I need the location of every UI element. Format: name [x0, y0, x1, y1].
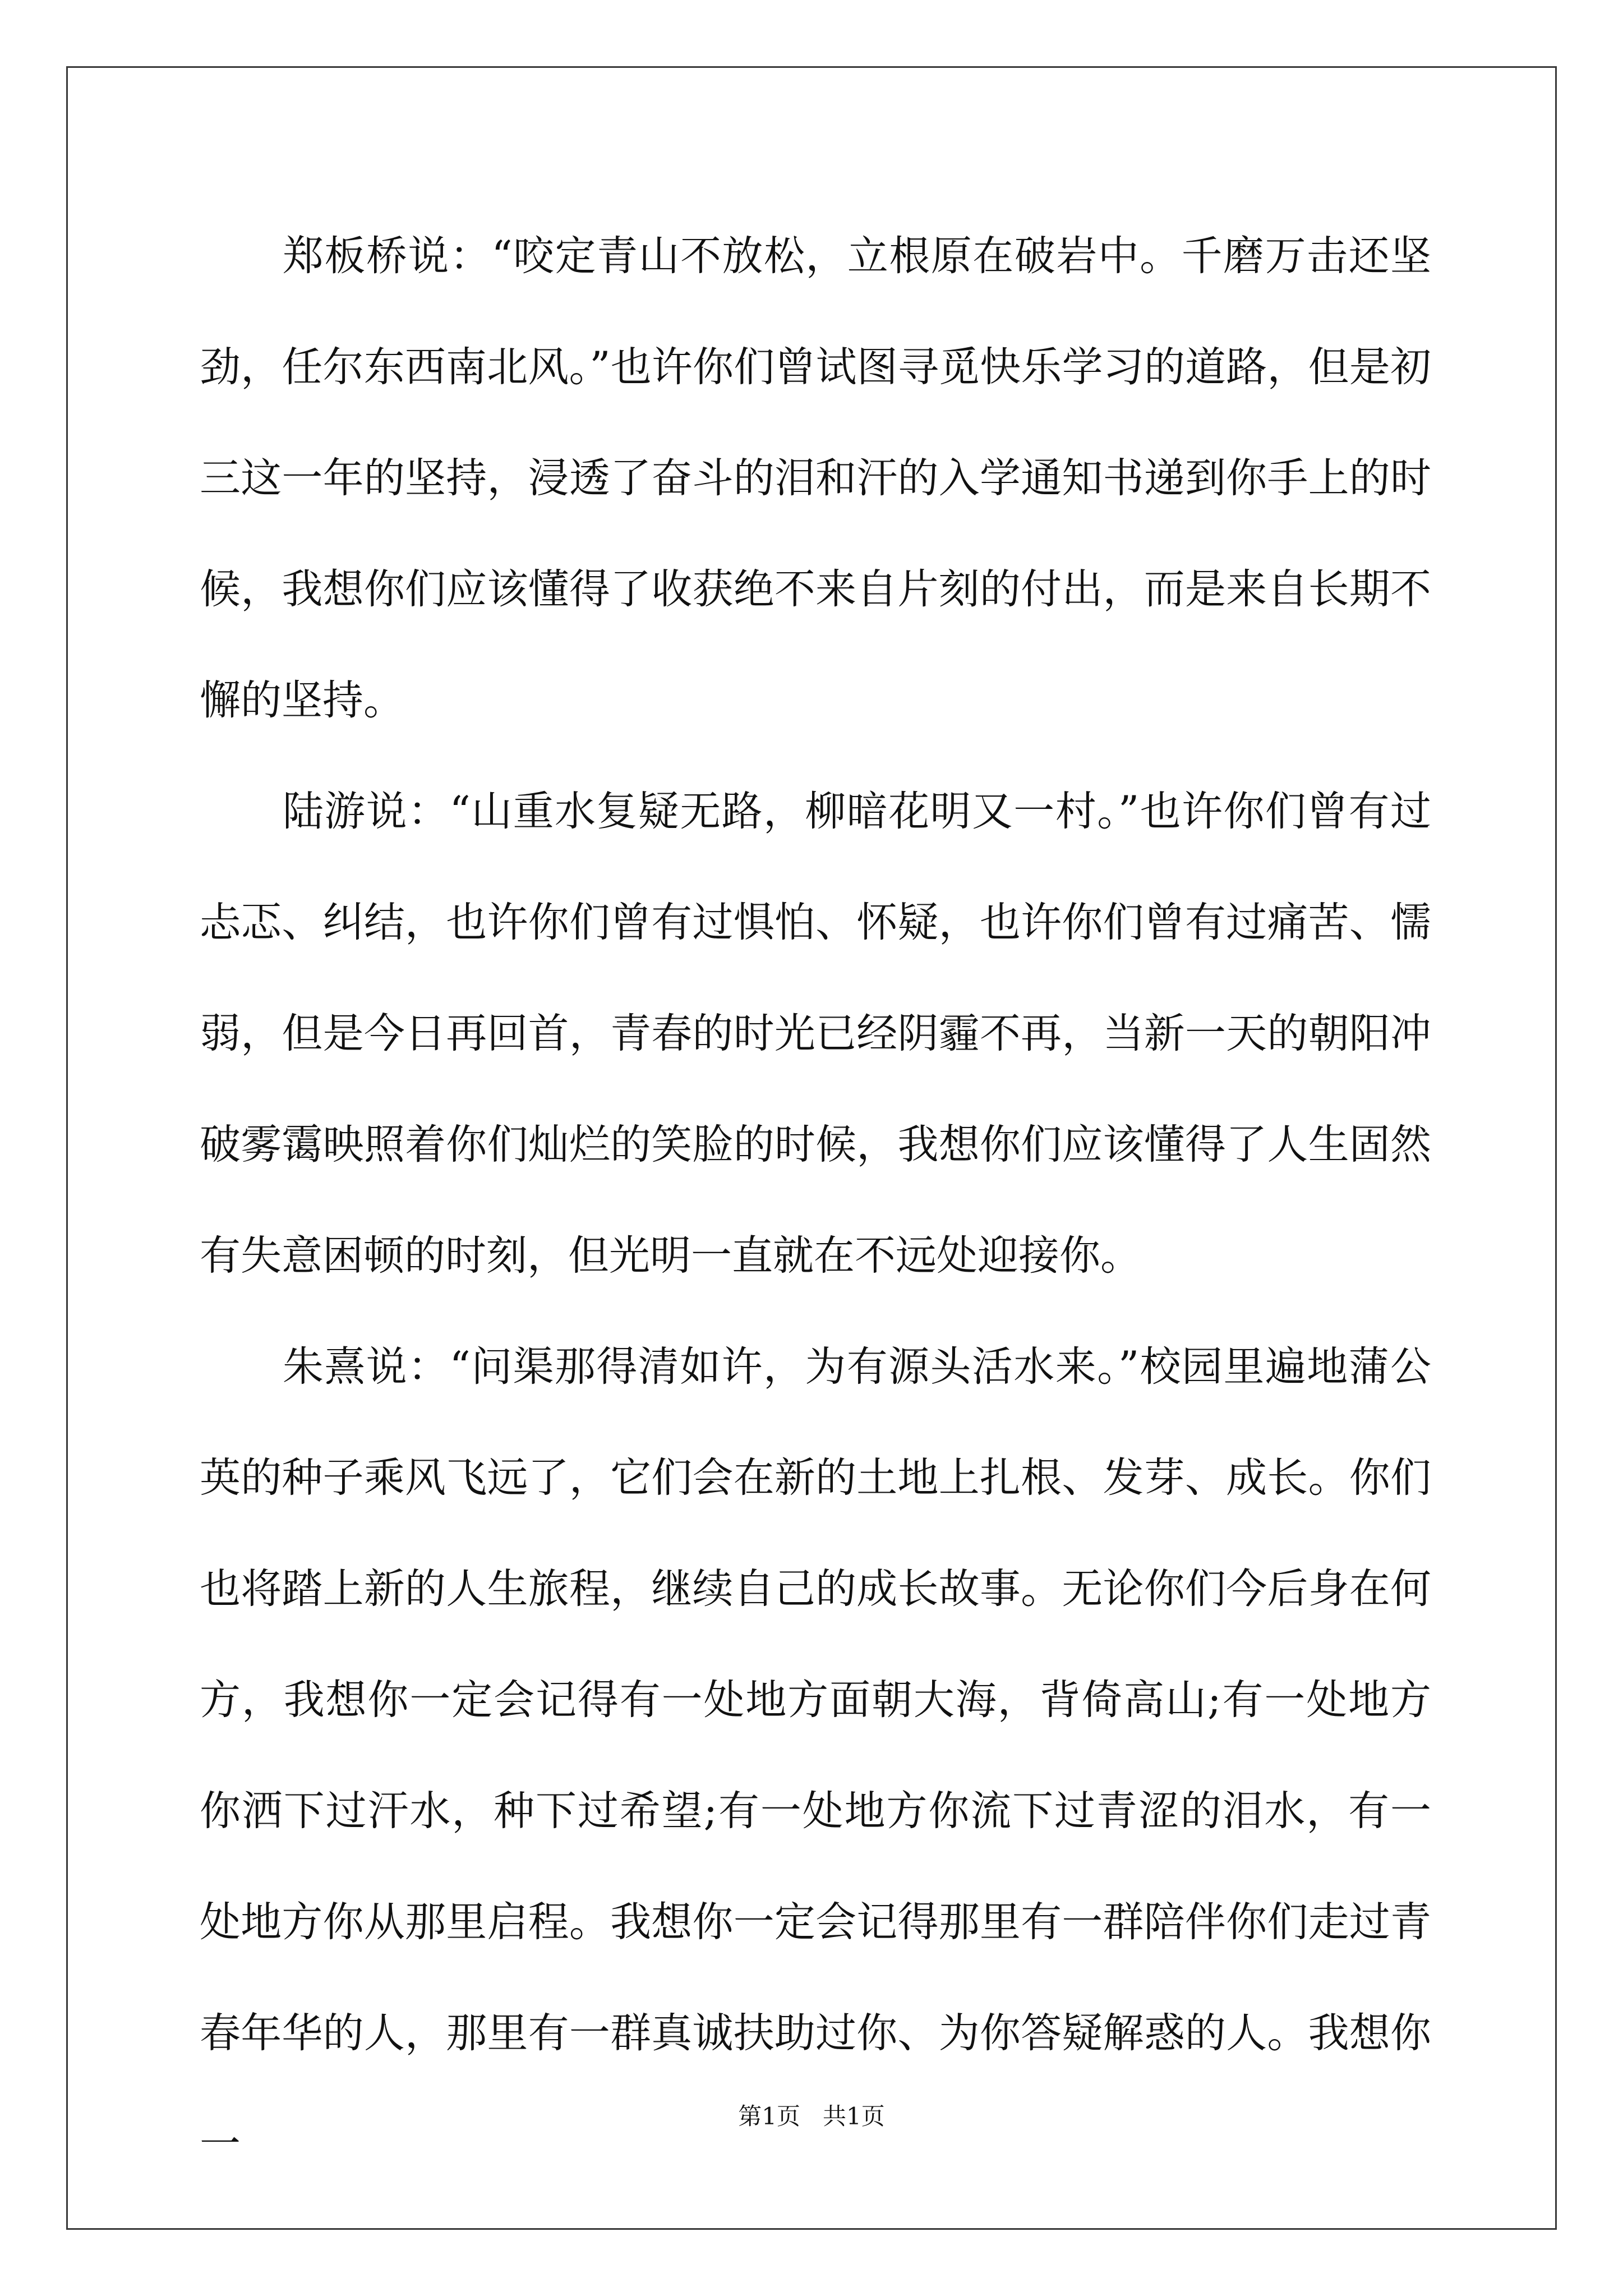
document-body: [200, 201, 1431, 2200]
paragraph-zhu-xi: 朱熹说：“问渠那得清如许，为有源头活水来。”校园里遍地蒲公英的种子乘风飞远了，它们会在新的土地上扎根、发芽、成长。你们也将踏上新的人生旅程，继续自己的成长故事。无论你们今后身在何方，我想你一定会记得有一处地方面朝大海，背倚高山;有一处地方你洒下过汗水，种下过希望;有一处地方你流下过青涩的泪水，有一处地方你从那里启程。我想你一定会记得那里有一群陪伴你们走过青春年华的人，那里有一群真诚扶助过你、为你答疑解惑的人。我想你一: [200, 1343, 1431, 2168]
paragraph-zheng-banqiao: 郑板桥说：“咬定青山不放松，立根原在破岩中。千磨万击还坚劲，任尔东西南北风。”也许你们曾试图寻觅快乐学习的道路，但是初三这一年的坚持，浸透了奋斗的泪和汗的入学通知书递到你手上的时候，我想你们应该懂得了收获绝不来自片刻的付出，而是来自长期不懈的坚持。: [200, 232, 1431, 724]
paragraph-lu-you: 陆游说：“山重水复疑无路，柳暗花明又一村。”也许你们曾有过忐忑、纠结，也许你们曾有过惧怕、怀疑，也许你们曾有过痛苦、懦弱，但是今日再回首，青春的时光已经阴霾不再，当新一天的朝阳冲破雾霭映照着你们灿烂的笑脸的时候，我想你们应该懂得了人生固然有失意困顿的时刻，但光明一直就在不远处迎接你。: [200, 788, 1431, 1280]
page-number-footer: 第1页 共1页: [738, 2102, 885, 2130]
